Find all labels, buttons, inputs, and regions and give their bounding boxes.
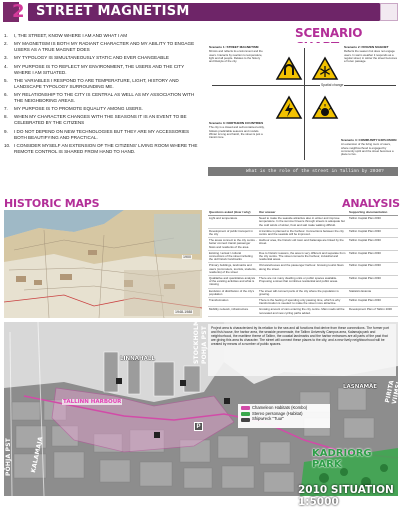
- manifest-item: [4, 41, 202, 53]
- analysis-question: Mobility network, infrastructure: [208, 307, 258, 316]
- manifest-list: [4, 33, 202, 157]
- analysis-header-answer: Our answer: [258, 210, 348, 216]
- situation-title: 2010 SITUATION 1:5000: [298, 484, 394, 508]
- scenario-3: [209, 122, 267, 139]
- situation-description: Project area is characterized by its relation to the sea and all functions that derive from these connections. The former port and fish-house, the harbor area, the seaside promenade, the Tallinn University Campus area, Kalamaja park and neighborhood, the maritime theme of Tallinn, the coastal landmarks and the harbor entrances are all parts of the past that are giving this area its character. The street will connect these places to the city, and a new lively neighbourhood will be created by means of a number of public spaces.: [208, 324, 396, 376]
- analysis-question: Light and temperature: [208, 216, 258, 229]
- manifest-item-number: 8.: [4, 114, 8, 120]
- scenario-2-title: Scenario 2: FROZEN MAGNET: [344, 45, 389, 49]
- analysis-docs: Tallinn Capital Plan 2030: [348, 298, 398, 307]
- manifest-item-number: 7.: [4, 106, 8, 112]
- historic-map-caption-1900: 1900: [183, 255, 191, 259]
- lightning-warning-icon: [276, 96, 302, 119]
- scenario-1-title: Scenario 1: STREET MAGNETISM: [209, 45, 259, 49]
- scenario-1-text: Mimics and reflects its environment and the users. Interacts by reaction to temperature, light and all people. Relates to the history and lifestyle of the city.: [209, 49, 263, 64]
- analysis-answer: Harbour area, the historic old town and Kalamaja are linked by the street.: [258, 238, 348, 251]
- historic-map-caption-1948: 1948-1988: [175, 310, 193, 314]
- analysis-row: [208, 298, 398, 307]
- frost-warning-icon: [312, 57, 338, 80]
- analysis-header-question: Questions asked (How / why): [208, 210, 258, 216]
- analysis-title: ANALYSIS: [342, 197, 400, 210]
- scenario-3-text: The city is a closed and self-contained entity, follows predictable seasons and models. Winter is long and harsh, the street is just a transit zone.: [209, 125, 265, 140]
- analysis-docs: Tallinn Capital Plan 2030: [348, 263, 398, 276]
- analysis-answer: There is the feeling of spending only passing time, which is why transformation is needed: to make the street more attractive.: [258, 298, 348, 307]
- analysis-answer: Due to historic reasons, the area is very different and separate from the city centre. The street connects the harbour, industrial and residential areas.: [258, 250, 348, 263]
- manifest-item: [4, 143, 202, 155]
- analysis-answer: Old warehouses and the passenger harbour. Growing tourist flows along the street.: [258, 263, 348, 276]
- manifest-item-number: 6.: [4, 91, 8, 97]
- analysis-header-docs: Supporting documentation: [348, 210, 398, 216]
- title-bar-cap: [380, 3, 398, 21]
- harbour-label: TALLINN HARBOUR: [63, 399, 122, 405]
- manifest-item: [4, 55, 202, 61]
- explosion-warning-icon: [312, 96, 338, 119]
- analysis-question: Qualitative and quantitative analysis of the existing activities and what is missing: [208, 276, 258, 289]
- analysis-docs: Statistics Estonia: [348, 288, 398, 297]
- scenario-axis-label: Spatial change: [321, 83, 344, 87]
- manifest-item: [4, 114, 202, 126]
- analysis-question: Transformation: [208, 298, 258, 307]
- analysis-row: [208, 238, 398, 251]
- street-label-lin: LINNAHALL: [120, 356, 155, 362]
- manifest-item-text: MY TYPOLOGY IS SIMULTANEOUSLY STATIC AND EVER CHANGEABLE: [14, 55, 169, 61]
- street-label-pel: POHJA PST: [201, 325, 208, 364]
- street-label-sto: STOCKHOLM: [193, 319, 200, 364]
- analysis-answer: Growing amount of cars entering the city centre. Main roads will be renovated and new cycling paths added.: [258, 307, 348, 316]
- manifest-item-text: THE VARIABLES I RESPOND TO ARE TEMPERATURE, LIGHT, HISTORY AND LANDSCAPE TYPOLOGY SURROUNDING ME.: [14, 77, 179, 89]
- magnet-warning-icon: [276, 57, 302, 80]
- street-label-kal: KALAMAJA: [30, 435, 45, 474]
- analysis-question: Development of public transport in the city: [208, 228, 258, 237]
- manifest-item: [4, 106, 202, 112]
- manifest-item-text: I CONSIDER MYSELF AN EXTENSION OF THE CITIZENS' LIVING ROOM WHERE THE REMOTE CONTROL IS SHARED FROM HAND TO HAND.: [14, 142, 198, 154]
- header: [0, 0, 400, 24]
- scenario-3-title: Scenario 3: NORTHERN COUNTRIES: [209, 121, 264, 125]
- street-label-pir: PIRITA VIIMSI: [384, 379, 402, 405]
- page-title: STREET MAGNETISM: [36, 4, 190, 19]
- situation-legend: [238, 404, 330, 428]
- analysis-question: The areas connect to the city centre - better connect transit passenger flows and residents of the area: [209, 238, 257, 249]
- manifest-item-number: 2.: [4, 41, 8, 47]
- manifest-item: [4, 129, 202, 141]
- manifest-item-number: 10.: [4, 142, 11, 148]
- scenario-axis-vertical: [304, 48, 305, 160]
- analysis-docs: Tallinn Capital Plan 2030: [348, 228, 398, 237]
- analysis-docs: Tallinn Capital Plan 2030: [348, 276, 398, 289]
- manifest-item-text: MY PURPOSE IS TO PROMOTE EQUALITY AMONG USERS.: [14, 106, 143, 112]
- manifest-item-number: 5.: [4, 77, 8, 83]
- manifest-item-number: 4.: [4, 63, 8, 69]
- analysis-row: [208, 250, 398, 263]
- scenario-4: [341, 139, 397, 156]
- analysis-row: [208, 216, 398, 229]
- analysis-row: [208, 228, 398, 237]
- manifest-item-number: 3.: [4, 55, 8, 61]
- street-label-poh: PÕHJA PST: [5, 437, 12, 476]
- manifest-item-text: MY RELATIONSHIP TO THE CITY IS CENTRAL AS WELL AS MY ASSOCIATION WITH THE NEIGHBORING AREAS.: [14, 91, 195, 103]
- legend-swatch-3: [241, 418, 250, 422]
- scenario-4-text: An extension of the living room of users, where neighbourhood is engaged by community spirit and the street becomes a place to live.: [341, 142, 394, 157]
- analysis-answer: Need to make the seaside attractive also in winter and improve temperature. In the summer breeze through streets is adequate but the cold winds of winter, frost and salt make walking difficult.: [258, 216, 348, 229]
- analysis-answer: There are not many dwelling units or public spaces available. Proposing a street that combines residential and public areas.: [258, 276, 348, 289]
- logo-number: 2: [12, 1, 24, 22]
- scenario-chart-title: SCENARIO: [295, 26, 363, 40]
- scenario-question: What is the role of the street in Tallinn by 2030?: [246, 168, 384, 174]
- legend-item-3: Shipwreck "Tuur": [252, 416, 284, 422]
- historic-map-drawing: [4, 210, 202, 318]
- manifest-item: [4, 92, 202, 104]
- manifest-item: [4, 33, 202, 39]
- scenario-2-text: Reflects the season but does not engage users. In warm weather it responds as a regular street; in winter the street becomes a frozen passage.: [344, 49, 398, 64]
- manifest-item-text: MY MAGNETISM IS BOTH MY RADIANT CHARACTER AND MY ABILITY TO ENGAGE USERS AS A TRUE MAGNET DOES: [14, 41, 195, 53]
- legend-item-2: Stereo personage (Habitat): [252, 410, 303, 416]
- manifest-item-number: 9.: [4, 128, 8, 134]
- analysis-row: [208, 307, 398, 316]
- analysis-row: [208, 288, 398, 297]
- scenario-1: [209, 46, 265, 63]
- scenario-4-title: Scenario 4: COMMUNITY EXPLOSION: [341, 138, 397, 142]
- analysis-docs: Tallinn Capital Plan 2030: [348, 216, 398, 229]
- analysis-docs: Tallinn Capital Plan 2030: [348, 250, 398, 263]
- analysis-answer: A tramline is planned to the harbour. Connections between the city centre and the seaside will be improved.: [258, 228, 348, 237]
- analysis-question: Primary buildings, landmarks and users (commuters, tourists, students, residents) of the street: [209, 263, 257, 274]
- historic-maps-title: HISTORIC MAPS: [4, 197, 100, 210]
- analysis-row: [208, 263, 398, 276]
- legend-item-1: Chameleon Habitats (Kombo): [252, 405, 308, 410]
- analysis-table: [208, 210, 398, 317]
- park-label: KADRIORG PARK: [312, 448, 372, 470]
- parking-marker: P: [194, 422, 203, 431]
- analysis-docs: Tallinn Capital Plan 2030: [348, 238, 398, 251]
- analysis-row: [208, 276, 398, 289]
- manifest-item-text: I, THE STREET, KNOW WHERE I AM AND WHAT I AM: [14, 33, 128, 38]
- scenario-2: [344, 46, 397, 63]
- analysis-question: Existing / actual / cultural connections of the street including the old historic landmarks: [208, 250, 258, 263]
- analysis-docs: Development Plan of Tallinn 2030: [348, 307, 398, 316]
- historic-maps: [4, 210, 202, 318]
- manifest-item-text: WHEN MY CHARACTER CHANGES WITH THE SEASONS IT IS AN EVENT TO BE CELEBRATED BY THE CITIZENS: [14, 114, 187, 126]
- manifest-item: [4, 64, 202, 76]
- legend-swatch-1: [241, 406, 250, 410]
- manifest-item: [4, 78, 202, 90]
- street-label-lasn: LASNAMÄE: [343, 384, 378, 390]
- analysis-answer: The street will connect parts of the city where the population is growing.: [258, 288, 348, 297]
- manifest-item-number: 1.: [4, 33, 8, 38]
- manifest-item-text: I DO NOT DEPEND ON NEW TECHNOLOGIES BUT THEY ARE MY ACCESSORIES BOTH BEAUTIFYING AND PRACTICAL.: [14, 128, 190, 140]
- legend-swatch-2: [241, 412, 250, 416]
- analysis-question: Evolution of distribution of the city's population: [208, 288, 258, 297]
- manifest-item-text: MY PURPOSE IS TO REFLECT MY ENVIRONMENT, THE USERS AND THE CITY WHERE I AM SITUATED.: [14, 63, 185, 75]
